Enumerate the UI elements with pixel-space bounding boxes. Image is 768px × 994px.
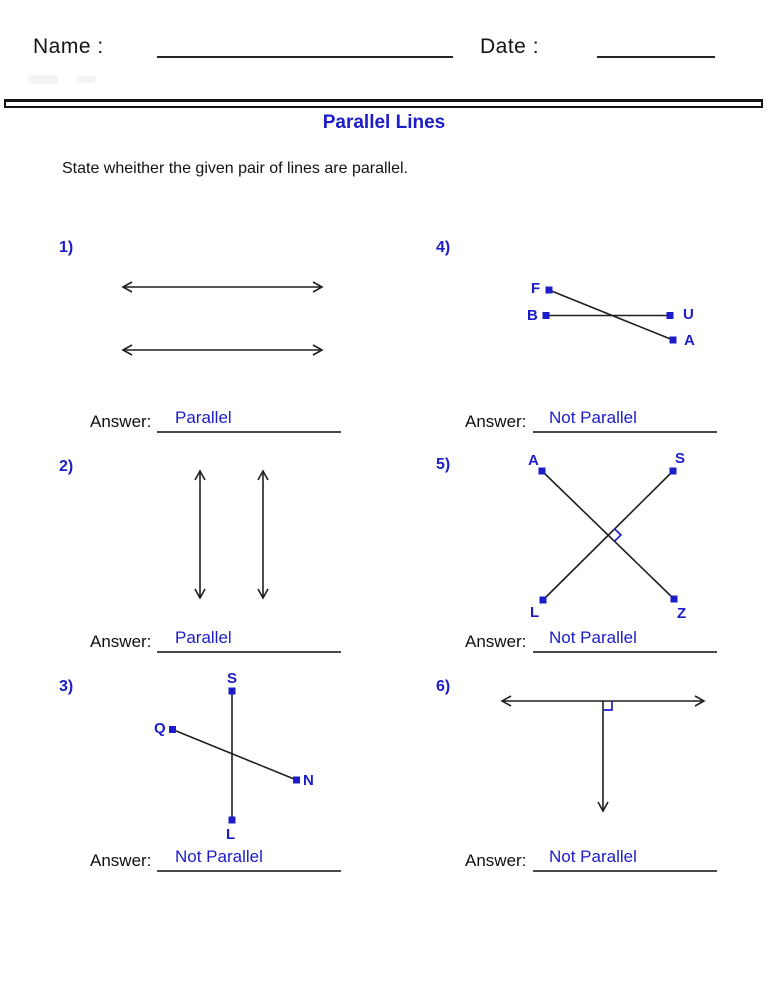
point-marker-S	[670, 468, 677, 475]
problem-4-figure-crossing-segments	[518, 278, 708, 353]
problem-6-answer: Not Parallel	[549, 847, 637, 866]
point-marker-F	[546, 287, 553, 294]
problem-6-figure-perpendicular-lines	[493, 690, 713, 820]
point-label-N: N	[303, 772, 314, 789]
answer-label: Answer:	[465, 851, 527, 870]
point-marker-N	[293, 777, 300, 784]
problem-3-figure-crossing-segments	[148, 668, 323, 838]
date-label: Date :	[480, 35, 540, 58]
name-blank-line	[157, 56, 453, 58]
point-marker-B	[543, 312, 550, 319]
right-angle-mark-icon	[614, 529, 621, 542]
point-label-S: S	[227, 670, 238, 687]
problem-3-answer-line	[157, 870, 341, 872]
problem-5-number: 5)	[436, 456, 451, 473]
problem-1-answer: Parallel	[175, 408, 232, 427]
point-marker-S	[229, 688, 236, 695]
answer-label: Answer:	[465, 412, 527, 431]
point-label-L: L	[226, 826, 236, 843]
problem-5-answer-line	[533, 651, 717, 653]
problem-5-figure-crossing-segments-right-angle	[518, 446, 698, 616]
point-marker-A	[670, 337, 677, 344]
header-divider-rule	[4, 99, 763, 108]
point-marker-L	[540, 597, 547, 604]
segment-Q-N	[173, 730, 297, 781]
point-label-A: A	[684, 332, 695, 349]
point-label-U: U	[683, 306, 694, 323]
problem-3-number: 3)	[59, 678, 74, 695]
point-label-F: F	[531, 280, 541, 297]
point-label-L: L	[530, 604, 540, 621]
problem-6-answer-line	[533, 870, 717, 872]
answer-label: Answer:	[90, 632, 152, 651]
problem-4-number: 4)	[436, 239, 451, 256]
point-label-Q: Q	[154, 720, 166, 737]
answer-label: Answer:	[465, 632, 527, 651]
scan-artifact	[28, 75, 58, 84]
point-marker-Q	[169, 726, 176, 733]
answer-label: Answer:	[90, 412, 152, 431]
answer-label: Answer:	[90, 851, 152, 870]
problem-6-number: 6)	[436, 678, 451, 695]
point-label-A: A	[528, 452, 539, 469]
scan-artifact	[76, 76, 96, 83]
date-blank-line	[597, 56, 715, 58]
point-label-S: S	[675, 450, 686, 467]
problem-4-answer-line	[533, 431, 717, 433]
point-label-Z: Z	[677, 605, 687, 622]
problem-2-answer: Parallel	[175, 628, 232, 647]
problem-3-answer: Not Parallel	[175, 847, 263, 866]
problem-1-answer-line	[157, 431, 341, 433]
instruction-text: State wheither the given pair of lines are parallel.	[62, 160, 408, 177]
point-marker-A	[539, 468, 546, 475]
point-marker-L	[229, 817, 236, 824]
name-label: Name :	[33, 35, 104, 58]
point-label-B: B	[527, 307, 538, 324]
page-title: Parallel Lines	[322, 112, 446, 133]
point-marker-Z	[671, 596, 678, 603]
problem-2-figure-two-parallel-vertical-lines	[185, 462, 280, 607]
problem-1-number: 1)	[59, 239, 74, 256]
problem-4-answer: Not Parallel	[549, 408, 637, 427]
point-marker-U	[667, 312, 674, 319]
right-angle-mark-icon	[603, 701, 612, 710]
problem-2-answer-line	[157, 651, 341, 653]
problem-1-figure-two-parallel-horizontal-lines	[110, 272, 335, 362]
problem-5-answer: Not Parallel	[549, 628, 637, 647]
problem-2-number: 2)	[59, 458, 74, 475]
